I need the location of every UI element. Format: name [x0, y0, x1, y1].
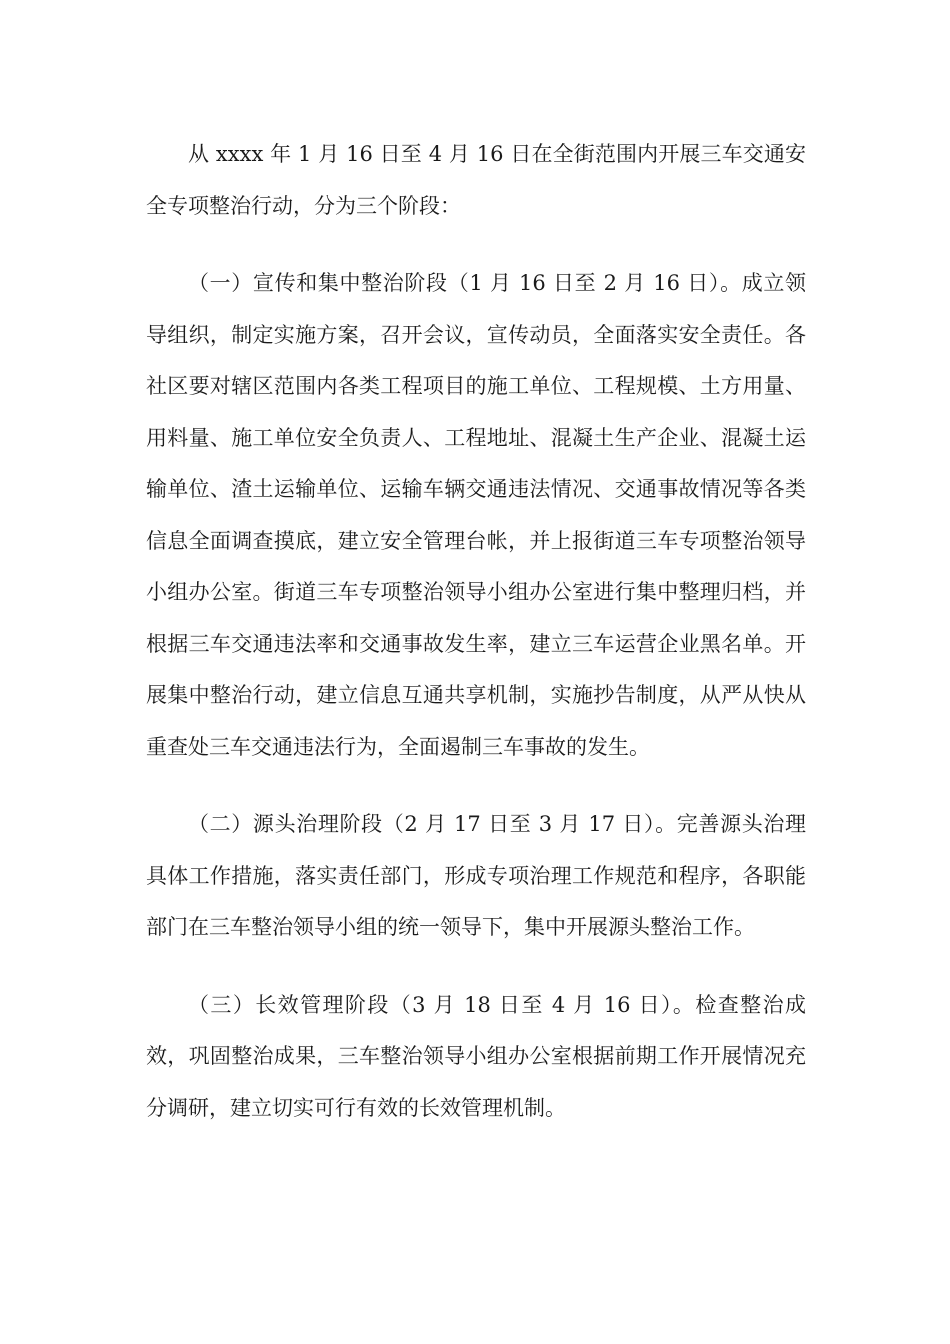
phase-three-paragraph: （三）长效管理阶段（3 月 18 日至 4 月 16 日）。检查整治成效，巩固整治成果，三车整治领导小组办公室根据前期工作开展情况充分调研，建立切实可行有效的长效管理机制。 [146, 992, 806, 1120]
phase-two-paragraph: （二）源头治理阶段（2 月 17 日至 3 月 17 日）。完善源头治理具体工作措施，落实责任部门，形成专项治理工作规范和程序，各职能部门在三车整治领导小组的统一领导下，集中开展源头整治工作。 [146, 812, 806, 939]
document-body [146, 129, 806, 1160]
intro-paragraph: 从 xxxx 年 1 月 16 日至 4 月 16 日在全街范围内开展三车交通安全专项整治行动，分为三个阶段： [146, 142, 806, 218]
phase-one-paragraph: （一）宣传和集中整治阶段（1 月 16 日至 2 月 16 日）。成立领导组织，制定实施方案，召开会议，宣传动员，全面落实安全责任。各社区要对辖区范围内各类工程项目的施工单位、工程规模、土方用量、用料量、施工单位安全负责人、工程地址、混凝土生产企业、混凝土运输单位、渣土运输单位、运输车辆交通违法情况、交通事故情况等各类信息全面调查摸底，建立安全管理台帐，并上报街道三车专项整治领导小组办公室。街道三车专项整治领导小组办公室进行集中整理归档，并根据三车交通违法率和交通事故发生率，建立三车运营企业黑名单。开展集中整治行动，建立信息互通共享机制，实施抄告制度，从严从快从重查处三车交通违法行为，全面遏制三车事故的发生。 [146, 271, 806, 759]
